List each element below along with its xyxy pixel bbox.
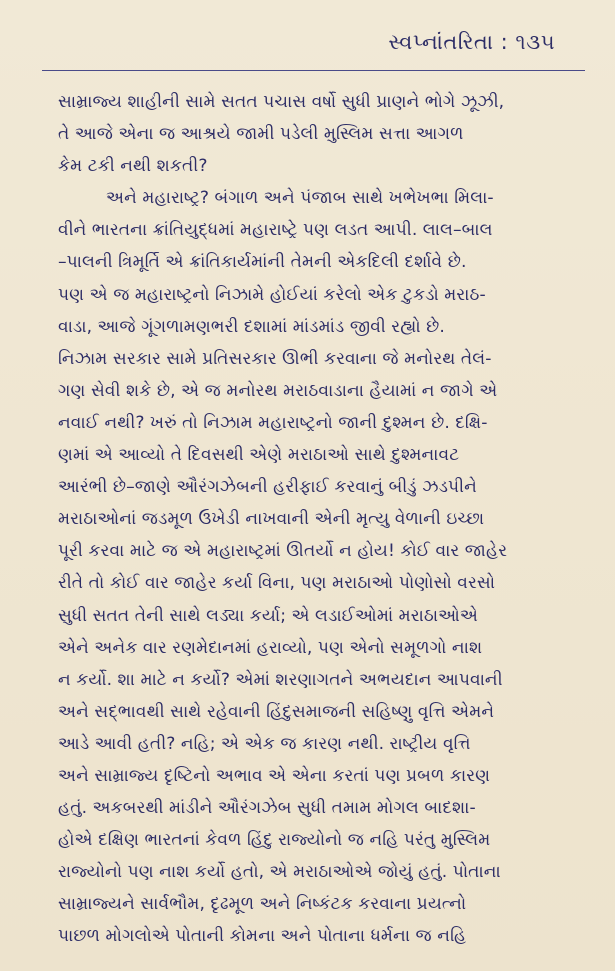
text-line: રાજ્યોનો પણ નાશ કર્યો હતો, એ મરાઠાઓએ જોયું હતું. પોતાના	[58, 862, 501, 883]
text-line: પાછળ મોગલોએ પોતાની કોમના અને પોતાના ધર્મના જ નહિ	[58, 926, 467, 947]
text-line: નવાઈ નથી? ખરું તો નિઝામ મહારાષ્ટ્રનો જાની દુશ્મન છે. દક્ષિ-	[58, 412, 488, 433]
running-header: સ્વપ્નાંતરિતા : ૧૩૫	[388, 30, 555, 54]
text-line: ગણ સેવી શકે છે, એ જ મનોરથ મરાઠવાડાના હૈયામાં ન જાગે એ	[58, 380, 498, 401]
text-line: પણ એ જ મહારાષ્ટ્રનો નિઝામે હોઈયાં કરેલો એક ટુકડો મરાઠ-	[58, 284, 486, 305]
text-line: વીને ભારતના ક્રાંતિયુદ્ધમાં મહારાષ્ટ્રે પણ લડત આપી. લાલ–બાલ	[58, 220, 493, 241]
text-line: પૂરી કરવા માટે જ એ મહારાષ્ટ્રમાં ઊતર્યો ન હોય! કોઈ વાર જાહેર	[58, 541, 508, 562]
text-line: સામ્રાજ્યને સાર્વભૌમ, દૃઢમૂળ અને નિષ્કંટક કરવાના પ્રયત્નો	[58, 894, 467, 915]
text-line: તે આજે એના જ આશ્રયે જામી પડેલી મુસ્લિમ સત્તા આગળ	[58, 124, 464, 145]
text-line: મરાઠાઓનાં જડમૂળ ઉખેડી નાખવાની એની મૃત્યુ વેળાની ઇચ્છા	[58, 509, 485, 530]
text-line: ણમાં એ આવ્યો તે દિવસથી એણે મરાઠાઓ સાથે દુશ્મનાવટ	[58, 445, 460, 466]
text-line: આરંભી છે–જાણે ઔરંગઝેબની હરીફાઈ કરવાનું બીડું ઝડપીને	[58, 477, 477, 498]
text-line: એને અનેક વાર રણમેદાનમાં હરાવ્યો, પણ એનો સમૂળગો નાશ	[58, 637, 483, 658]
text-line: હોએ દક્ષિણ ભારતનાં કેવળ હિંદુ રાજ્યોનો જ નહિ પરંતુ મુસ્લિમ	[58, 830, 491, 851]
text-line: ન કર્યો. શા માટે ન કર્યો? એમાં શરણાગતને અભયદાન આપવાની	[58, 669, 503, 690]
text-line: અને સદ્ભાવથી સાથે રહેવાની હિંદુસમાજની સહિષ્ણુ વૃત્તિ એમને	[58, 701, 495, 722]
text-line: વાડા, આજે ગૂંગળામણભરી દશામાં માંડમાંડ જીવી રહ્યો છે.	[58, 316, 445, 337]
body-text	[58, 86, 569, 953]
header-rule	[42, 70, 585, 71]
text-line: રીતે તો કોઈ વાર જાહેર કર્યા વિના, પણ મરાઠાઓ પોણોસો વરસો	[58, 573, 496, 594]
text-line: નિઝામ સરકાર સામે પ્રતિસરકાર ઊભી કરવાના જે મનોરથ તેલં-	[58, 348, 492, 369]
text-line: –પાલની ત્રિમૂર્તિ એ ક્રાંતિકાર્યમાંની તેમની એકદિલી દર્શાવે છે.	[58, 252, 467, 273]
paragraph-1	[58, 86, 569, 182]
text-line: સુધી સતત તેની સાથે લડ્યા કર્યા; એ લડાઈઓમાં મરાઠાઓએ	[58, 605, 479, 626]
text-line: સામ્રાજ્ય શાહીની સામે સતત પચાસ વર્ષો સુધી પ્રાણને ભોગે ઝૂઝી,	[58, 92, 505, 112]
text-line: અને મહારાષ્ટ્ર? બંગાળ અને પંજાબ સાથે ખભેખભા મિલા-	[106, 188, 494, 209]
text-line: અને સામ્રાજ્ય દૃષ્ટિનો અભાવ એ એના કરતાં પણ પ્રબળ કારણ	[58, 765, 491, 786]
paragraph-2	[58, 182, 569, 952]
text-line: આડે આવી હતી? નહિ; એ એક જ કારણ નથી. રાષ્ટ્રીય વૃત્તિ	[58, 733, 471, 754]
text-line: કેમ ટકી નથી શકતી?	[58, 156, 208, 177]
text-line: હતું. અકબરથી માંડીને ઔરંગઝેબ સુધી તમામ મોગલ બાદશા-	[58, 798, 476, 819]
